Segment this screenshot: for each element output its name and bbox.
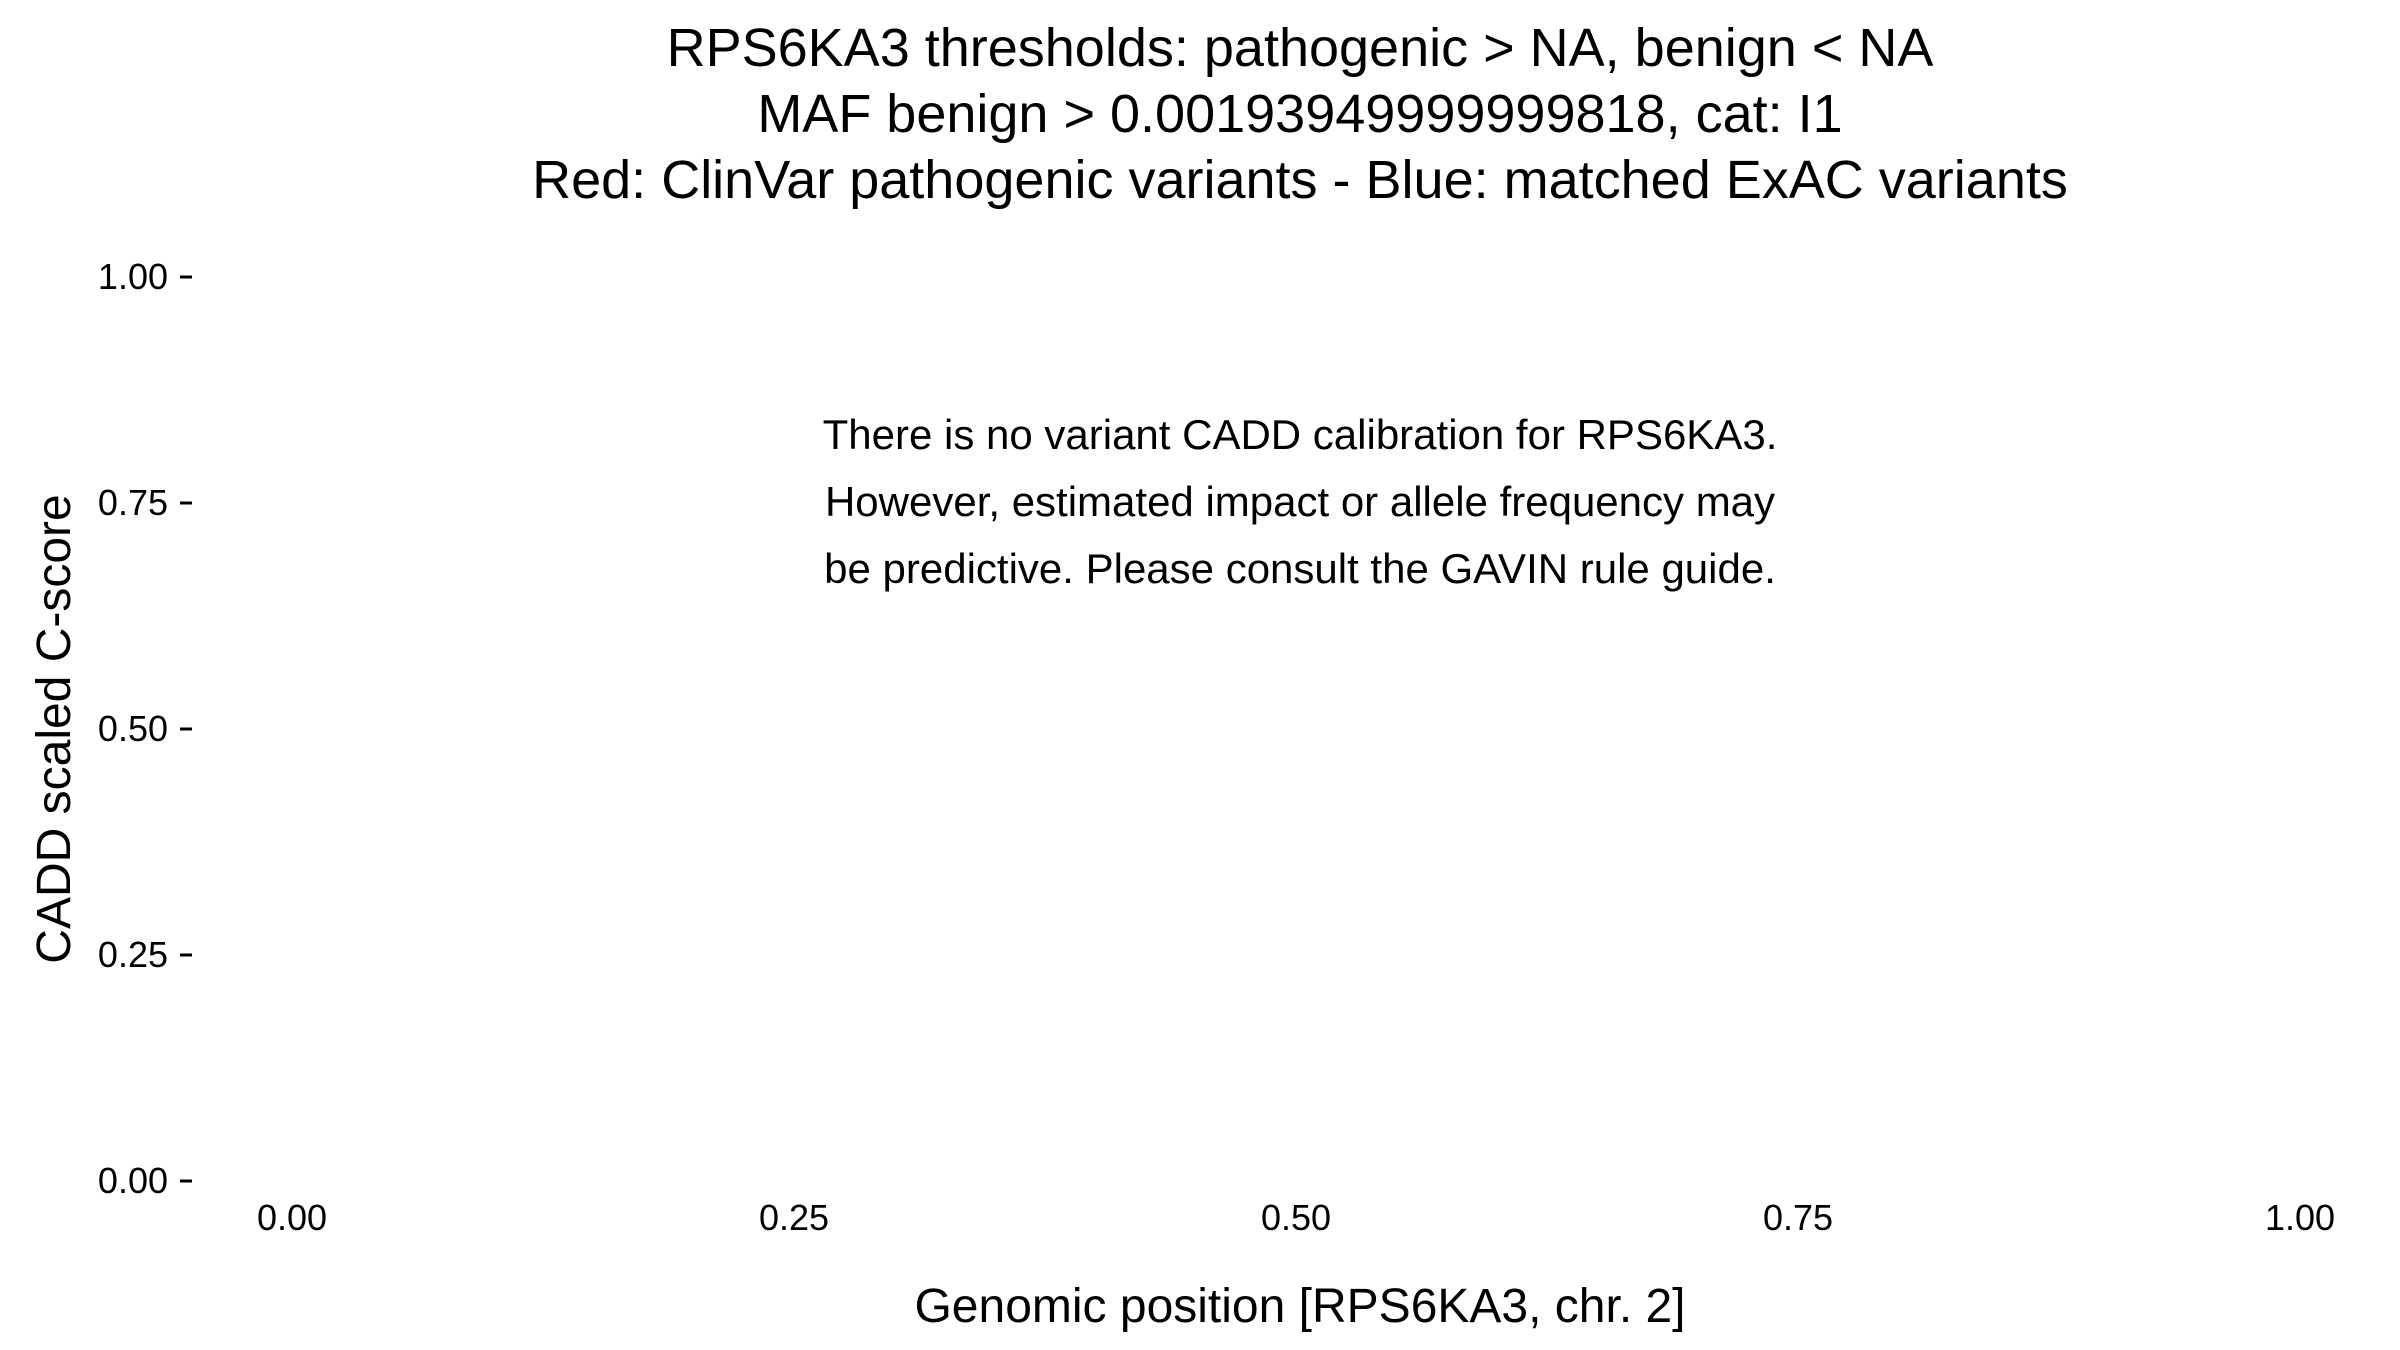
no-calibration-annotation <box>823 411 1778 592</box>
y-axis <box>98 256 192 1201</box>
x-axis <box>257 1197 2335 1238</box>
x-tick-label: 0.75 <box>1762 1197 1834 1238</box>
title-line-1: RPS6KA3 thresholds: pathogenic > NA, benign < NA <box>666 18 1934 78</box>
title-line-3: Red: ClinVar pathogenic variants - Blue: matched ExAC variants <box>532 150 2068 210</box>
y-tick-label: 0.25 <box>97 934 168 975</box>
chart-title <box>532 18 2068 210</box>
y-axis-title: CADD scaled C-score <box>28 494 81 964</box>
annotation-line-1: There is no variant CADD calibration for RPS6KA3. <box>822 411 1778 458</box>
annotation-line-3: be predictive. Please consult the GAVIN rule guide. <box>824 545 1776 592</box>
x-tick-label: 0.00 <box>256 1197 328 1238</box>
y-tick-label: 0.50 <box>97 708 168 749</box>
x-axis-title: Genomic position [RPS6KA3, chr. 2] <box>914 1280 1686 1333</box>
x-tick-label: 0.50 <box>1260 1197 1332 1238</box>
title-line-2: MAF benign > 0.00193949999999818, cat: I1 <box>757 84 1843 144</box>
y-tick-label: 0.00 <box>97 1160 168 1201</box>
x-tick-label: 0.25 <box>758 1197 830 1238</box>
y-tick-label: 1.00 <box>97 256 168 297</box>
y-tick-label: 0.75 <box>97 482 168 523</box>
annotation-line-2: However, estimated impact or allele frequency may <box>824 478 1776 525</box>
x-tick-label: 1.00 <box>2264 1197 2336 1238</box>
